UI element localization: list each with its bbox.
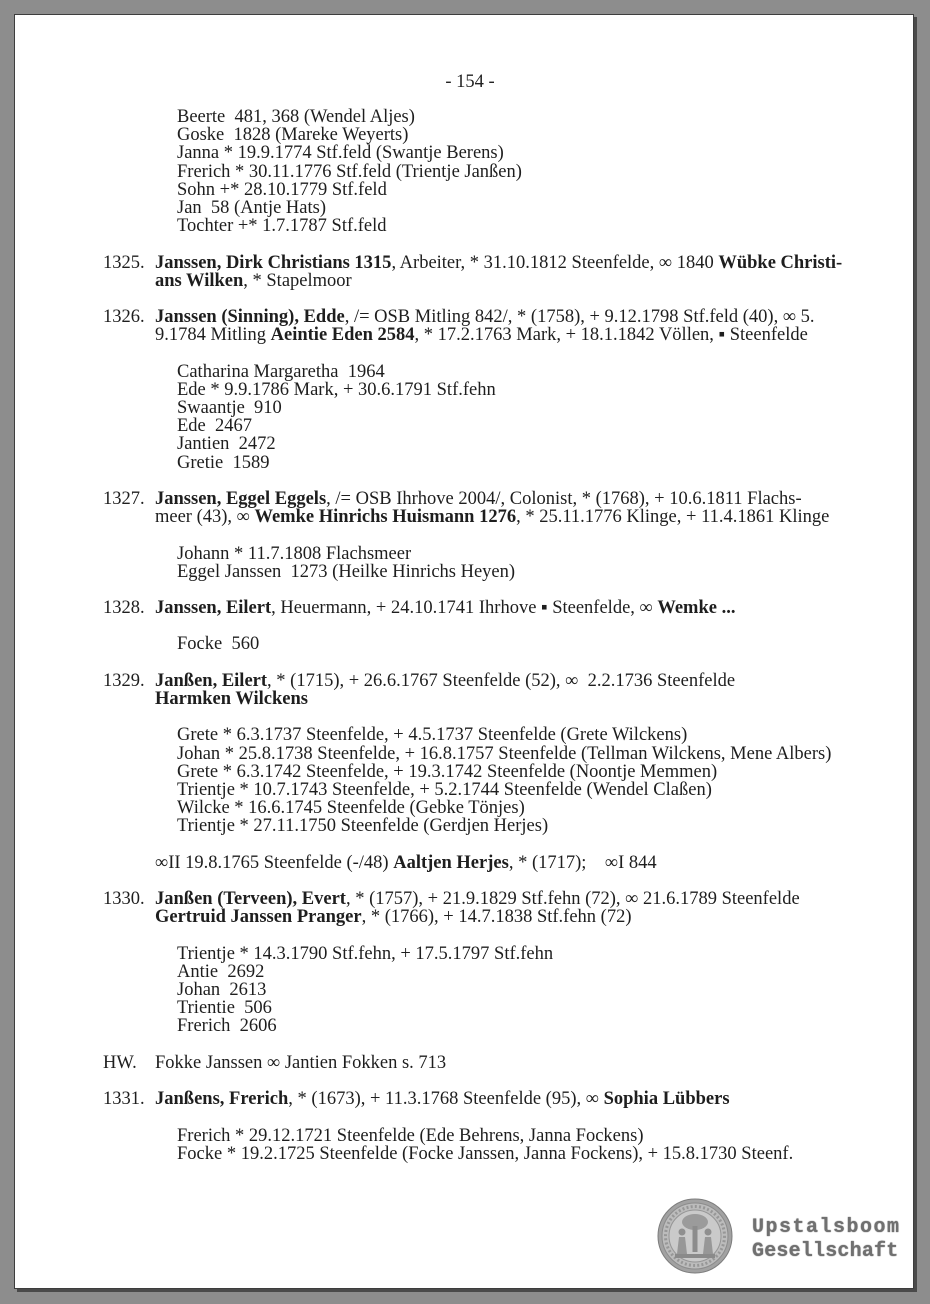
entry-children [15, 945, 913, 1036]
entry-header [15, 599, 913, 617]
entry-line [15, 326, 913, 344]
entry-number: HW. [103, 1052, 137, 1073]
child-line: Grete * 6.3.1737 Steenfelde, + 4.5.1737 Steenfelde (Grete Wilckens) [177, 725, 688, 746]
child-line: Jantien 2472 [177, 434, 276, 455]
entry-1329 [15, 672, 913, 872]
entry-line [15, 690, 913, 708]
child-line: Focke * 19.2.1725 Steenfelde (Focke Janssen, Janna Fockens), + 15.8.1730 Steenf. [177, 1143, 794, 1164]
entry-line [15, 1090, 913, 1108]
person-name: Janßen, Eilert [155, 670, 268, 691]
page-number: - 154 - [445, 72, 495, 92]
logo-name-line1: Upstalsboom [752, 1216, 901, 1239]
person-name: Janssen (Sinning), Edde [155, 307, 345, 328]
child-line: Janna * 19.9.1774 Stf.feld (Swantje Berens) [177, 143, 504, 164]
child-line: Frerich * 30.11.1776 Stf.feld (Trientje Janßen) [177, 161, 522, 182]
entry-children [15, 1127, 913, 1163]
child-line: Catharina Margaretha 1964 [177, 361, 385, 382]
entry-1328 [15, 599, 913, 654]
person-name: Janssen, Eilert [155, 598, 272, 619]
entry-1330 [15, 890, 913, 1036]
child-line: Grete * 6.3.1742 Steenfelde, + 19.3.1742 Steenfelde (Noontje Memmen) [177, 761, 718, 782]
spouse-name: Wübke Christi- [718, 252, 843, 273]
entry-header [15, 1054, 913, 1072]
entry-line [15, 908, 913, 926]
entry-line [15, 890, 913, 908]
child-line: Beerte 481, 368 (Wendel Aljes) [177, 107, 415, 127]
child-line: Jan 58 (Antje Hats) [177, 197, 326, 218]
spouse-name: Wemke ... [657, 598, 736, 619]
entry-1331 [15, 1090, 913, 1163]
spouse-name: Aeintie Eden 2584 [270, 325, 415, 346]
spouse-name: Harmken Wilckens [155, 689, 308, 709]
child-line: Trientie 506 [177, 998, 272, 1019]
spouse-name: Gertruid Janssen Pranger [155, 907, 362, 928]
entry-text: , * (1715), + 26.6.1767 Steenfelde (52), ∞ 2.2.1736 Steenfelde [267, 670, 736, 691]
child-line: Sohn +* 28.10.1779 Stf.feld [177, 179, 387, 200]
entry-text: Fokke Janssen ∞ Jantien Fokken s. 713 [155, 1052, 447, 1073]
person-name: Janßens, Frerich [155, 1089, 289, 1110]
child-line: Antie 2692 [177, 961, 265, 982]
child-line: Johann * 11.7.1808 Flachsmeer [177, 543, 412, 564]
child-line: Swaantje 910 [177, 398, 282, 418]
entry-header [15, 1090, 913, 1108]
child-line: Trientje * 10.7.1743 Steenfelde, + 5.2.1744 Steenfelde (Wendel Claßen) [177, 779, 712, 800]
entry-text: , Heuermann, + 24.10.1741 Ihrhove ▪ Steenfelde, ∞ [271, 598, 658, 619]
entry-header [15, 490, 913, 526]
entry-header [15, 308, 913, 344]
entry-number: 1325. [103, 252, 145, 273]
entry-text: , /= OSB Mitling 842/, * (1758), + 9.12.1798 Stf.feld (40), ∞ 5. [344, 307, 815, 328]
entry-text: , * 17.2.1763 Mark, + 18.1.1842 Völlen, ▪ Steenfelde [414, 325, 808, 346]
entry-line [15, 272, 913, 290]
spouse-name: Wemke Hinrichs Huismann 1276 [254, 507, 517, 528]
seal-emblem-icon [657, 1198, 733, 1274]
entry-line [15, 599, 913, 617]
entry-header [15, 890, 913, 926]
logo-name-line2: Gesellschaft [752, 1240, 899, 1263]
entry-text: , * (1766), + 14.7.1838 Stf.fehn (72) [361, 907, 632, 928]
child-line: Trientje * 14.3.1790 Stf.fehn, + 17.5.1797 Stf.fehn [177, 943, 554, 964]
child-line: Ede * 9.9.1786 Mark, + 30.6.1791 Stf.fehn [177, 379, 496, 400]
previous-entry-children [15, 108, 913, 235]
entry-children [15, 545, 913, 581]
entry-number: 1327. [103, 488, 145, 509]
child-line: Gretie 1589 [177, 452, 270, 473]
child-line: Wilcke * 16.6.1745 Steenfelde (Gebke Tönjes) [177, 798, 525, 819]
person-name: Janßen (Terveen), Evert [155, 889, 346, 910]
second-marriage [15, 854, 913, 872]
entry-line [15, 672, 913, 690]
child-line: Frerich * 29.12.1721 Steenfelde (Ede Behrens, Janna Fockens) [177, 1125, 644, 1146]
child-line: Frerich 2606 [177, 1016, 277, 1037]
entry-children [15, 726, 913, 835]
child-line: Johan * 25.8.1738 Steenfelde, + 16.8.1757 Steenfelde (Tellman Wilckens, Mene Albers) [177, 743, 832, 764]
entry-line [15, 1054, 913, 1072]
entry-text: , * 25.11.1776 Klinge, + 11.4.1861 Klinge [516, 507, 830, 528]
entry-line [15, 490, 913, 508]
child-line: Johan 2613 [177, 980, 267, 1000]
entry-1327 [15, 490, 913, 581]
spouse-name: Sophia Lübbers [603, 1089, 730, 1110]
person-name: Janssen, Eggel Eggels [155, 488, 327, 509]
entry-header [15, 672, 913, 708]
child-line: Trientje * 27.11.1750 Steenfelde (Gerdjen Herjes) [177, 816, 549, 837]
entry-text: , * (1757), + 21.9.1829 Stf.fehn (72), ∞ 21.6.1789 Steenfelde [345, 889, 800, 910]
entry-text: 9.1784 Mitling [155, 325, 271, 346]
entry-text: meer (43), ∞ [155, 507, 255, 528]
entry-line [15, 854, 913, 872]
spouse-name: ans Wilken [155, 270, 244, 291]
entry-number: 1329. [103, 670, 145, 691]
entry-text: , Arbeiter, * 31.10.1812 Steenfelde, ∞ 1840 [391, 252, 719, 273]
entry-number: 1326. [103, 307, 145, 328]
child-line: Ede 2467 [177, 416, 253, 437]
entry-hw [15, 1054, 913, 1072]
entry-text: , * (1673), + 11.3.1768 Steenfelde (95), ∞ [288, 1089, 604, 1110]
entry-text: , * (1717); ∞I 844 [508, 852, 657, 873]
entry-number: 1330. [103, 889, 145, 910]
entry-number: 1331. [103, 1089, 145, 1110]
entry-text: ∞II 19.8.1765 Steenfelde (-/48) [155, 852, 394, 873]
entry-text: , /= OSB Ihrhove 2004/, Colonist, * (1768), + 10.6.1811 Flachs- [326, 488, 802, 509]
child-line: Goske 1828 (Mareke Weyerts) [177, 125, 409, 146]
document-page [14, 14, 914, 1289]
child-line: Focke 560 [177, 634, 260, 655]
entry-text: , * Stapelmoor [243, 270, 352, 291]
entry-children [15, 635, 913, 653]
entry-header [15, 254, 913, 290]
entry-1326 [15, 308, 913, 472]
entry-line [15, 254, 913, 272]
spouse-name: Aaltjen Herjes [393, 852, 509, 873]
child-line: Tochter +* 1.7.1787 Stf.feld [177, 216, 387, 237]
child-line: Eggel Janssen 1273 (Heilke Hinrichs Heyen) [177, 561, 516, 582]
entry-number: 1328. [103, 598, 145, 619]
entry-children [15, 363, 913, 472]
genealogy-entries [15, 108, 913, 1181]
entry-line [15, 508, 913, 526]
entry-line [15, 308, 913, 326]
person-name: Janssen, Dirk Christians 1315 [155, 252, 392, 273]
entry-1325 [15, 254, 913, 290]
